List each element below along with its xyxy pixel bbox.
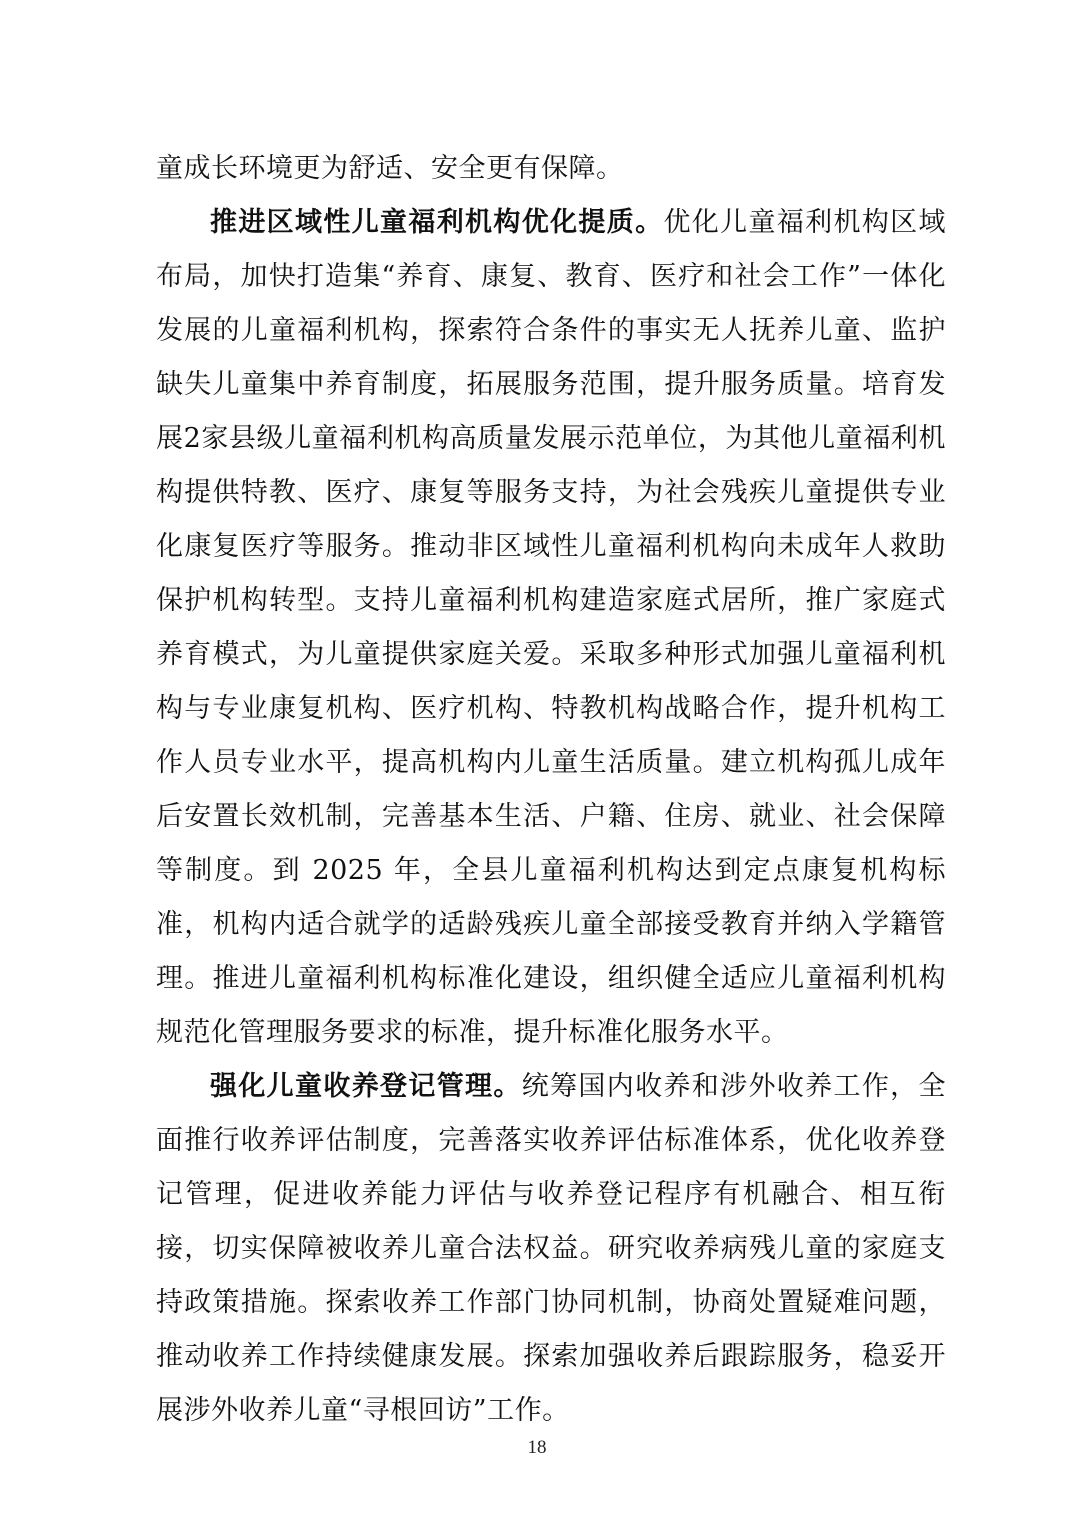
- paragraph-heading: 推进区域性儿童福利机构优化提质。: [210, 207, 664, 238]
- paragraph-text: 优化儿童福利机构区域布局，加快打造集“养育、康复、教育、医疗和社会工作”一体化发展的儿童福利机构，探索符合条件的事实无人抚养儿童、监护缺失儿童集中养育制度，拓展服务范围，提升服务质量。培育发展2家县级儿童福利机构高质量发展示范单位，为其他儿童福利机构提供特教、医疗、康复等服务支持，为社会残疾儿童提供专业化康复医疗等服务。推动非区域性儿童福利机构向未成年人救助保护机构转型。支持儿童福利机构建造家庭式居所，推广家庭式养育模式，为儿童提供家庭关爱。采取多种形式加强儿童福利机构与专业康复机构、医疗机构、特教机构战略合作，提升机构工作人员专业水平，提高机构内儿童生活质量。建立机构孤儿成年后安置长效机制，完善基本生活、户籍、住房、就业、社会保障等制度。到 2025 年，全县儿童福利机构达到定点康复机构标准，机构内适合就学的适龄残疾儿童全部接受教育并纳入学籍管理。推进儿童福利机构标准化建设，组织健全适应儿童福利机构规范化管理服务要求的标准，提升标准化服务水平。: [156, 207, 947, 1048]
- paragraph-continuation: [156, 142, 946, 196]
- paragraph-text: 童成长环境更为舒适、安全更有保障。: [156, 153, 624, 184]
- page-number: 18: [527, 1437, 547, 1458]
- paragraph-text: 统筹国内收养和涉外收养工作，全面推行收养评估制度，完善落实收养评估标准体系，优化收养登记管理，促进收养能力评估与收养登记程序有机融合、相互衔接，切实保障被收养儿童合法权益。研究收养病残儿童的家庭支持政策措施。探索收养工作部门协同机制，协商处置疑难问题，推动收养工作持续健康发展。探索加强收养后跟踪服务，稳妥开展涉外收养儿童“寻根回访”工作。: [156, 1071, 947, 1426]
- paragraph-adoption-registration: [156, 1060, 946, 1438]
- document-page: [156, 142, 946, 1438]
- paragraph-heading: 强化儿童收养登记管理。: [210, 1071, 522, 1102]
- paragraph-child-welfare-institutions: [156, 196, 946, 1060]
